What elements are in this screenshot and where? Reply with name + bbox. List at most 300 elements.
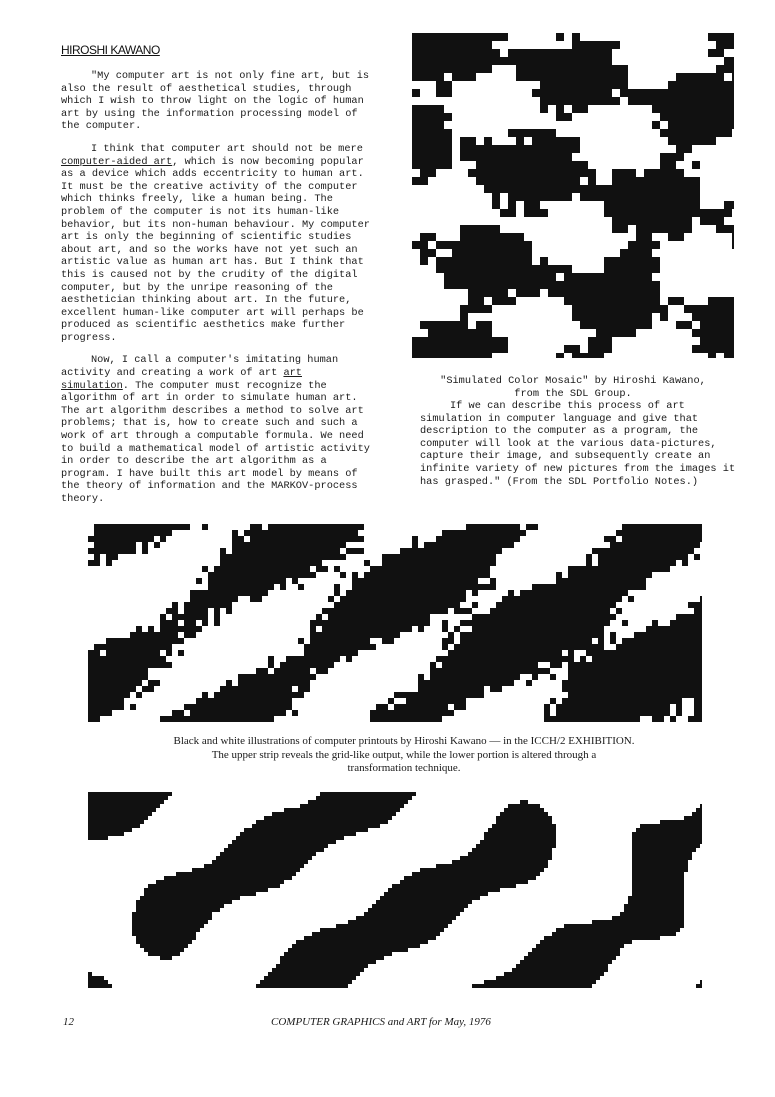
printout-cell	[574, 674, 580, 680]
printout-cell	[526, 614, 532, 620]
printout-cell	[490, 668, 496, 674]
transformed-cell	[248, 868, 252, 872]
printout-cell	[286, 668, 292, 674]
printout-cell	[622, 590, 628, 596]
transformed-cell	[480, 868, 484, 872]
printout-cell	[652, 692, 658, 698]
transformed-cell	[504, 880, 508, 884]
printout-cell	[466, 524, 472, 530]
transformed-cell	[264, 852, 268, 856]
transformed-cell	[220, 900, 224, 904]
transformed-cell	[492, 856, 496, 860]
transformed-cell	[448, 880, 452, 884]
transformed-cell	[272, 856, 276, 860]
mosaic-block	[708, 105, 716, 113]
mosaic-block	[460, 233, 476, 241]
printout-cell	[388, 710, 394, 716]
printout-cell	[196, 716, 202, 722]
transformed-cell	[116, 800, 120, 804]
transformed-cell	[672, 852, 676, 856]
printout-cell	[484, 620, 490, 626]
transformed-cell	[244, 888, 248, 892]
transformed-cell	[204, 872, 208, 876]
transformed-cell	[404, 884, 408, 888]
transformed-cell	[528, 816, 532, 820]
printout-cell	[316, 638, 322, 644]
transformed-cell	[552, 828, 556, 832]
printout-cell	[334, 602, 340, 608]
printout-cell	[328, 614, 334, 620]
transformed-cell	[204, 916, 208, 920]
transformed-cell	[496, 860, 500, 864]
printout-cell	[598, 710, 604, 716]
transformed-cell	[244, 864, 248, 868]
printout-cell	[244, 554, 250, 560]
mosaic-block	[596, 289, 604, 297]
printout-cell	[436, 536, 442, 542]
printout-cell	[556, 590, 562, 596]
transformed-cell	[676, 912, 680, 916]
mosaic-block	[612, 305, 620, 313]
printout-cell	[460, 554, 466, 560]
printout-cell	[352, 572, 358, 578]
printout-cell	[508, 656, 514, 662]
transformed-cell	[632, 912, 636, 916]
printout-cell	[652, 566, 658, 572]
printout-cell	[514, 632, 520, 638]
printout-cell	[640, 572, 646, 578]
printout-cell	[232, 584, 238, 590]
transformed-cell	[264, 824, 268, 828]
printout-cell	[334, 656, 340, 662]
printout-cell	[286, 536, 292, 542]
printout-cell	[274, 710, 280, 716]
transformed-cell	[152, 884, 156, 888]
transformed-cell	[644, 872, 648, 876]
printout-cell	[274, 530, 280, 536]
mosaic-block	[676, 105, 684, 113]
transformed-cell	[652, 836, 656, 840]
transformed-cell	[456, 888, 460, 892]
printout-cell	[256, 674, 262, 680]
transformed-cell	[496, 852, 500, 856]
transformed-cell	[284, 828, 288, 832]
transformed-cell	[448, 876, 452, 880]
mosaic-block	[692, 129, 700, 137]
transformed-cell	[636, 868, 640, 872]
transformed-cell	[404, 920, 408, 924]
printout-cell	[442, 692, 448, 698]
transformed-cell	[220, 876, 224, 880]
printout-cell	[688, 548, 694, 554]
transformed-cell	[340, 812, 344, 816]
printout-cell	[166, 632, 172, 638]
transformed-cell	[528, 860, 532, 864]
printout-cell	[352, 614, 358, 620]
transformed-cell	[348, 828, 352, 832]
printout-cell	[688, 650, 694, 656]
transformed-cell	[528, 820, 532, 824]
printout-cell	[436, 656, 442, 662]
printout-cell	[262, 686, 268, 692]
printout-cell	[328, 608, 334, 614]
transformed-cell	[636, 836, 640, 840]
printout-cell	[604, 650, 610, 656]
transformed-cell	[260, 888, 264, 892]
printout-cell	[598, 656, 604, 662]
transformed-cell	[656, 824, 660, 828]
transformed-cell	[484, 832, 488, 836]
transformed-cell	[140, 792, 144, 796]
transformed-cell	[680, 872, 684, 876]
printout-cell	[568, 578, 574, 584]
printout-cell	[682, 644, 688, 650]
printout-cell	[664, 650, 670, 656]
printout-cell	[592, 578, 598, 584]
printout-cell	[388, 596, 394, 602]
transformed-cell	[380, 808, 384, 812]
transformed-cell	[700, 812, 702, 816]
printout-cell	[472, 578, 478, 584]
transformed-cell	[184, 892, 188, 896]
transformed-cell	[288, 876, 292, 880]
printout-cell	[394, 608, 400, 614]
printout-cell	[520, 626, 526, 632]
printout-cell	[298, 542, 304, 548]
transformed-cell	[636, 876, 640, 880]
printout-cell	[604, 590, 610, 596]
printout-cell	[190, 626, 196, 632]
printout-cell	[682, 560, 688, 566]
transformed-cell	[360, 828, 364, 832]
transformed-cell	[120, 832, 124, 836]
transformed-cell	[528, 832, 532, 836]
transformed-cell	[460, 888, 464, 892]
transformed-cell	[504, 832, 508, 836]
transformed-cell	[548, 836, 552, 840]
printout-cell	[100, 524, 106, 530]
mosaic-block	[692, 201, 700, 209]
printout-cell	[226, 554, 232, 560]
transformed-cell	[320, 824, 324, 828]
printout-cell	[652, 638, 658, 644]
printout-cell	[232, 572, 238, 578]
transformed-cell	[344, 824, 348, 828]
transformed-cell	[652, 848, 656, 852]
transformed-cell	[88, 800, 92, 804]
mosaic-block	[452, 353, 460, 358]
mosaic-block	[540, 81, 548, 89]
transformed-cell	[176, 892, 180, 896]
printout-cell	[670, 674, 676, 680]
printout-cell	[580, 662, 586, 668]
transformed-cell	[548, 816, 552, 820]
mosaic-block	[644, 217, 652, 225]
printout-cell	[640, 662, 646, 668]
printout-cell	[604, 686, 610, 692]
transformed-cell	[296, 852, 300, 856]
transformed-cell	[492, 832, 496, 836]
printout-cell	[520, 614, 526, 620]
transformed-cell	[652, 880, 656, 884]
transformed-cell	[440, 892, 444, 896]
paragraph-1: "My computer art is not only fine art, but is also the result of aesthetical studies, through which I wish to throw light on the logic of human art by using the information processing model of the computer.	[61, 70, 370, 133]
printout-cell	[370, 602, 376, 608]
printout-cell	[334, 542, 340, 548]
printout-cell	[694, 554, 700, 560]
printout-cell	[622, 656, 628, 662]
transformed-cell	[516, 880, 520, 884]
transformed-cell	[132, 796, 136, 800]
transformed-cell	[700, 828, 702, 832]
mosaic-block	[420, 233, 436, 241]
transformed-cell	[364, 916, 368, 920]
mosaic-block	[428, 113, 436, 121]
printout-cell	[112, 656, 118, 662]
mosaic-block	[604, 329, 612, 337]
printout-cell	[262, 692, 268, 698]
printout-cell	[670, 692, 676, 698]
transformed-cell	[448, 896, 452, 900]
printout-cell	[298, 572, 304, 578]
transformed-cell	[540, 868, 544, 872]
mosaic-block	[572, 353, 580, 358]
printout-cell	[622, 638, 628, 644]
printout-cell	[142, 638, 148, 644]
transformed-cell	[600, 924, 604, 928]
printout-cell	[646, 536, 652, 542]
printout-cell	[100, 662, 106, 668]
transformed-cell	[372, 808, 376, 812]
transformed-cell	[136, 816, 140, 820]
printout-cell	[196, 578, 202, 584]
transformed-cell	[308, 812, 312, 816]
mosaic-block	[676, 121, 684, 129]
transformed-cell	[456, 864, 460, 868]
mosaic-block	[468, 153, 484, 161]
printout-cell	[496, 668, 502, 674]
printout-cell	[478, 536, 484, 542]
transformed-cell	[568, 924, 572, 928]
transformed-cell	[656, 888, 660, 892]
transformed-cell	[552, 836, 556, 840]
printout-cell	[418, 608, 424, 614]
printout-cell	[514, 524, 520, 530]
transformed-cell	[532, 820, 536, 824]
transformed-cell	[296, 832, 300, 836]
transformed-cell	[248, 892, 252, 896]
transformed-cell	[500, 828, 504, 832]
printout-cell	[664, 656, 670, 662]
printout-cell	[376, 620, 382, 626]
transformed-cell	[184, 924, 188, 928]
transformed-cell	[672, 908, 676, 912]
printout-cell	[580, 632, 586, 638]
transformed-cell	[692, 820, 696, 824]
mosaic-block	[652, 121, 660, 129]
printout-cell	[304, 536, 310, 542]
transformed-cell	[544, 812, 548, 816]
transformed-cell	[208, 896, 212, 900]
transformed-cell	[672, 840, 676, 844]
mosaic-block	[540, 281, 548, 289]
transformed-cell	[652, 824, 656, 828]
printout-cell	[664, 698, 670, 704]
transformed-cell	[120, 804, 124, 808]
transformed-cell	[252, 872, 256, 876]
printout-cell	[502, 542, 508, 548]
printout-cell	[460, 662, 466, 668]
transformed-cell	[392, 888, 396, 892]
mosaic-block	[628, 257, 644, 265]
transformed-cell	[480, 880, 484, 884]
transformed-cell	[692, 832, 696, 836]
mosaic-block	[612, 169, 620, 177]
printout-cell	[268, 566, 274, 572]
transformed-cell	[256, 832, 260, 836]
mosaic-block	[492, 49, 500, 57]
printout-cell	[556, 662, 562, 668]
printout-cell	[232, 566, 238, 572]
transformed-cell	[408, 888, 412, 892]
printout-cell	[100, 530, 106, 536]
transformed-cell	[324, 800, 328, 804]
printout-cell	[340, 572, 346, 578]
transformed-cell	[680, 852, 684, 856]
printout-cell	[538, 596, 544, 602]
transformed-cell	[88, 792, 92, 796]
mosaic-block	[636, 217, 644, 225]
transformed-cell	[180, 924, 184, 928]
transformed-cell	[396, 804, 400, 808]
transformed-cell	[256, 860, 260, 864]
transformed-cell	[408, 796, 412, 800]
printout-cell	[304, 656, 310, 662]
transformed-cell	[652, 868, 656, 872]
printout-cell	[340, 602, 346, 608]
printout-cell	[472, 638, 478, 644]
transformed-cell	[100, 812, 104, 816]
printout-cell	[142, 650, 148, 656]
printout-cell	[634, 710, 640, 716]
transformed-cell	[224, 892, 228, 896]
computer-aided-art-term: computer-aided art	[61, 155, 173, 168]
printout-cell	[652, 548, 658, 554]
mosaic-block	[540, 129, 548, 137]
transformed-cell	[308, 836, 312, 840]
printout-cell	[256, 710, 262, 716]
printout-cell	[160, 644, 166, 650]
printout-cell	[370, 632, 376, 638]
transformed-cell	[664, 844, 668, 848]
transformed-cell	[660, 864, 664, 868]
transformed-cell	[340, 792, 344, 796]
mosaic-block	[660, 113, 668, 121]
printout-cell	[214, 596, 220, 602]
transformed-cell	[512, 856, 516, 860]
printout-cell	[94, 716, 100, 722]
transformed-cell	[308, 844, 312, 848]
printout-cell	[628, 638, 634, 644]
printout-cell	[358, 626, 364, 632]
transformed-cell	[284, 872, 288, 876]
transformed-cell	[360, 924, 364, 928]
printout-cell	[280, 566, 286, 572]
transformed-cell	[220, 884, 224, 888]
printout-cell	[316, 560, 322, 566]
printout-cell	[382, 638, 388, 644]
printout-cell	[448, 542, 454, 548]
transformed-cell	[312, 832, 316, 836]
printout-cell	[106, 638, 112, 644]
transformed-cell	[88, 824, 92, 828]
transformed-cell	[188, 916, 192, 920]
transformed-cell	[672, 844, 676, 848]
transformed-cell	[200, 912, 204, 916]
mosaic-block	[724, 329, 732, 337]
transformed-cell	[676, 868, 680, 872]
printout-cell	[460, 590, 466, 596]
transformed-cell	[220, 872, 224, 876]
transformed-cell	[384, 808, 388, 812]
mosaic-caption-credit: from the SDL Group.	[514, 387, 632, 400]
mosaic-block	[604, 89, 612, 97]
transformed-cell	[228, 876, 232, 880]
printout-cell	[538, 656, 544, 662]
transformed-cell	[396, 884, 400, 888]
printout-cell	[574, 614, 580, 620]
transformed-cell	[384, 800, 388, 804]
transformed-cell	[120, 808, 124, 812]
printout-cell	[538, 650, 544, 656]
printout-cell	[406, 608, 412, 614]
transformed-cell	[352, 812, 356, 816]
transformed-cell	[356, 812, 360, 816]
printout-cell	[280, 680, 286, 686]
printout-cell	[640, 560, 646, 566]
mosaic-block	[660, 209, 668, 217]
printout-cell	[652, 620, 658, 626]
printout-cell	[664, 692, 670, 698]
mosaic-block	[556, 169, 564, 177]
printout-cell	[508, 590, 514, 596]
transformed-cell	[644, 904, 648, 908]
transformed-cell	[484, 836, 488, 840]
transformed-cell	[452, 912, 456, 916]
printout-cell	[322, 656, 328, 662]
printout-cell	[238, 704, 244, 710]
printout-cell	[454, 698, 460, 704]
transformed-cell	[184, 896, 188, 900]
transformed-cell	[264, 864, 268, 868]
transformed-cell	[144, 908, 148, 912]
transformed-cell	[312, 844, 316, 848]
printout-cell	[484, 584, 490, 590]
transformed-cell	[520, 828, 524, 832]
printout-cell	[562, 638, 568, 644]
transformed-cell	[700, 824, 702, 828]
printout-cell	[304, 662, 310, 668]
printout-cell	[196, 596, 202, 602]
printout-cell	[418, 716, 424, 722]
transformed-cell	[672, 832, 676, 836]
printout-cell	[568, 686, 574, 692]
transformed-cell	[472, 860, 476, 864]
printout-cell	[430, 554, 436, 560]
transformed-cell	[236, 872, 240, 876]
transformed-cell	[692, 816, 696, 820]
printout-cell	[364, 620, 370, 626]
